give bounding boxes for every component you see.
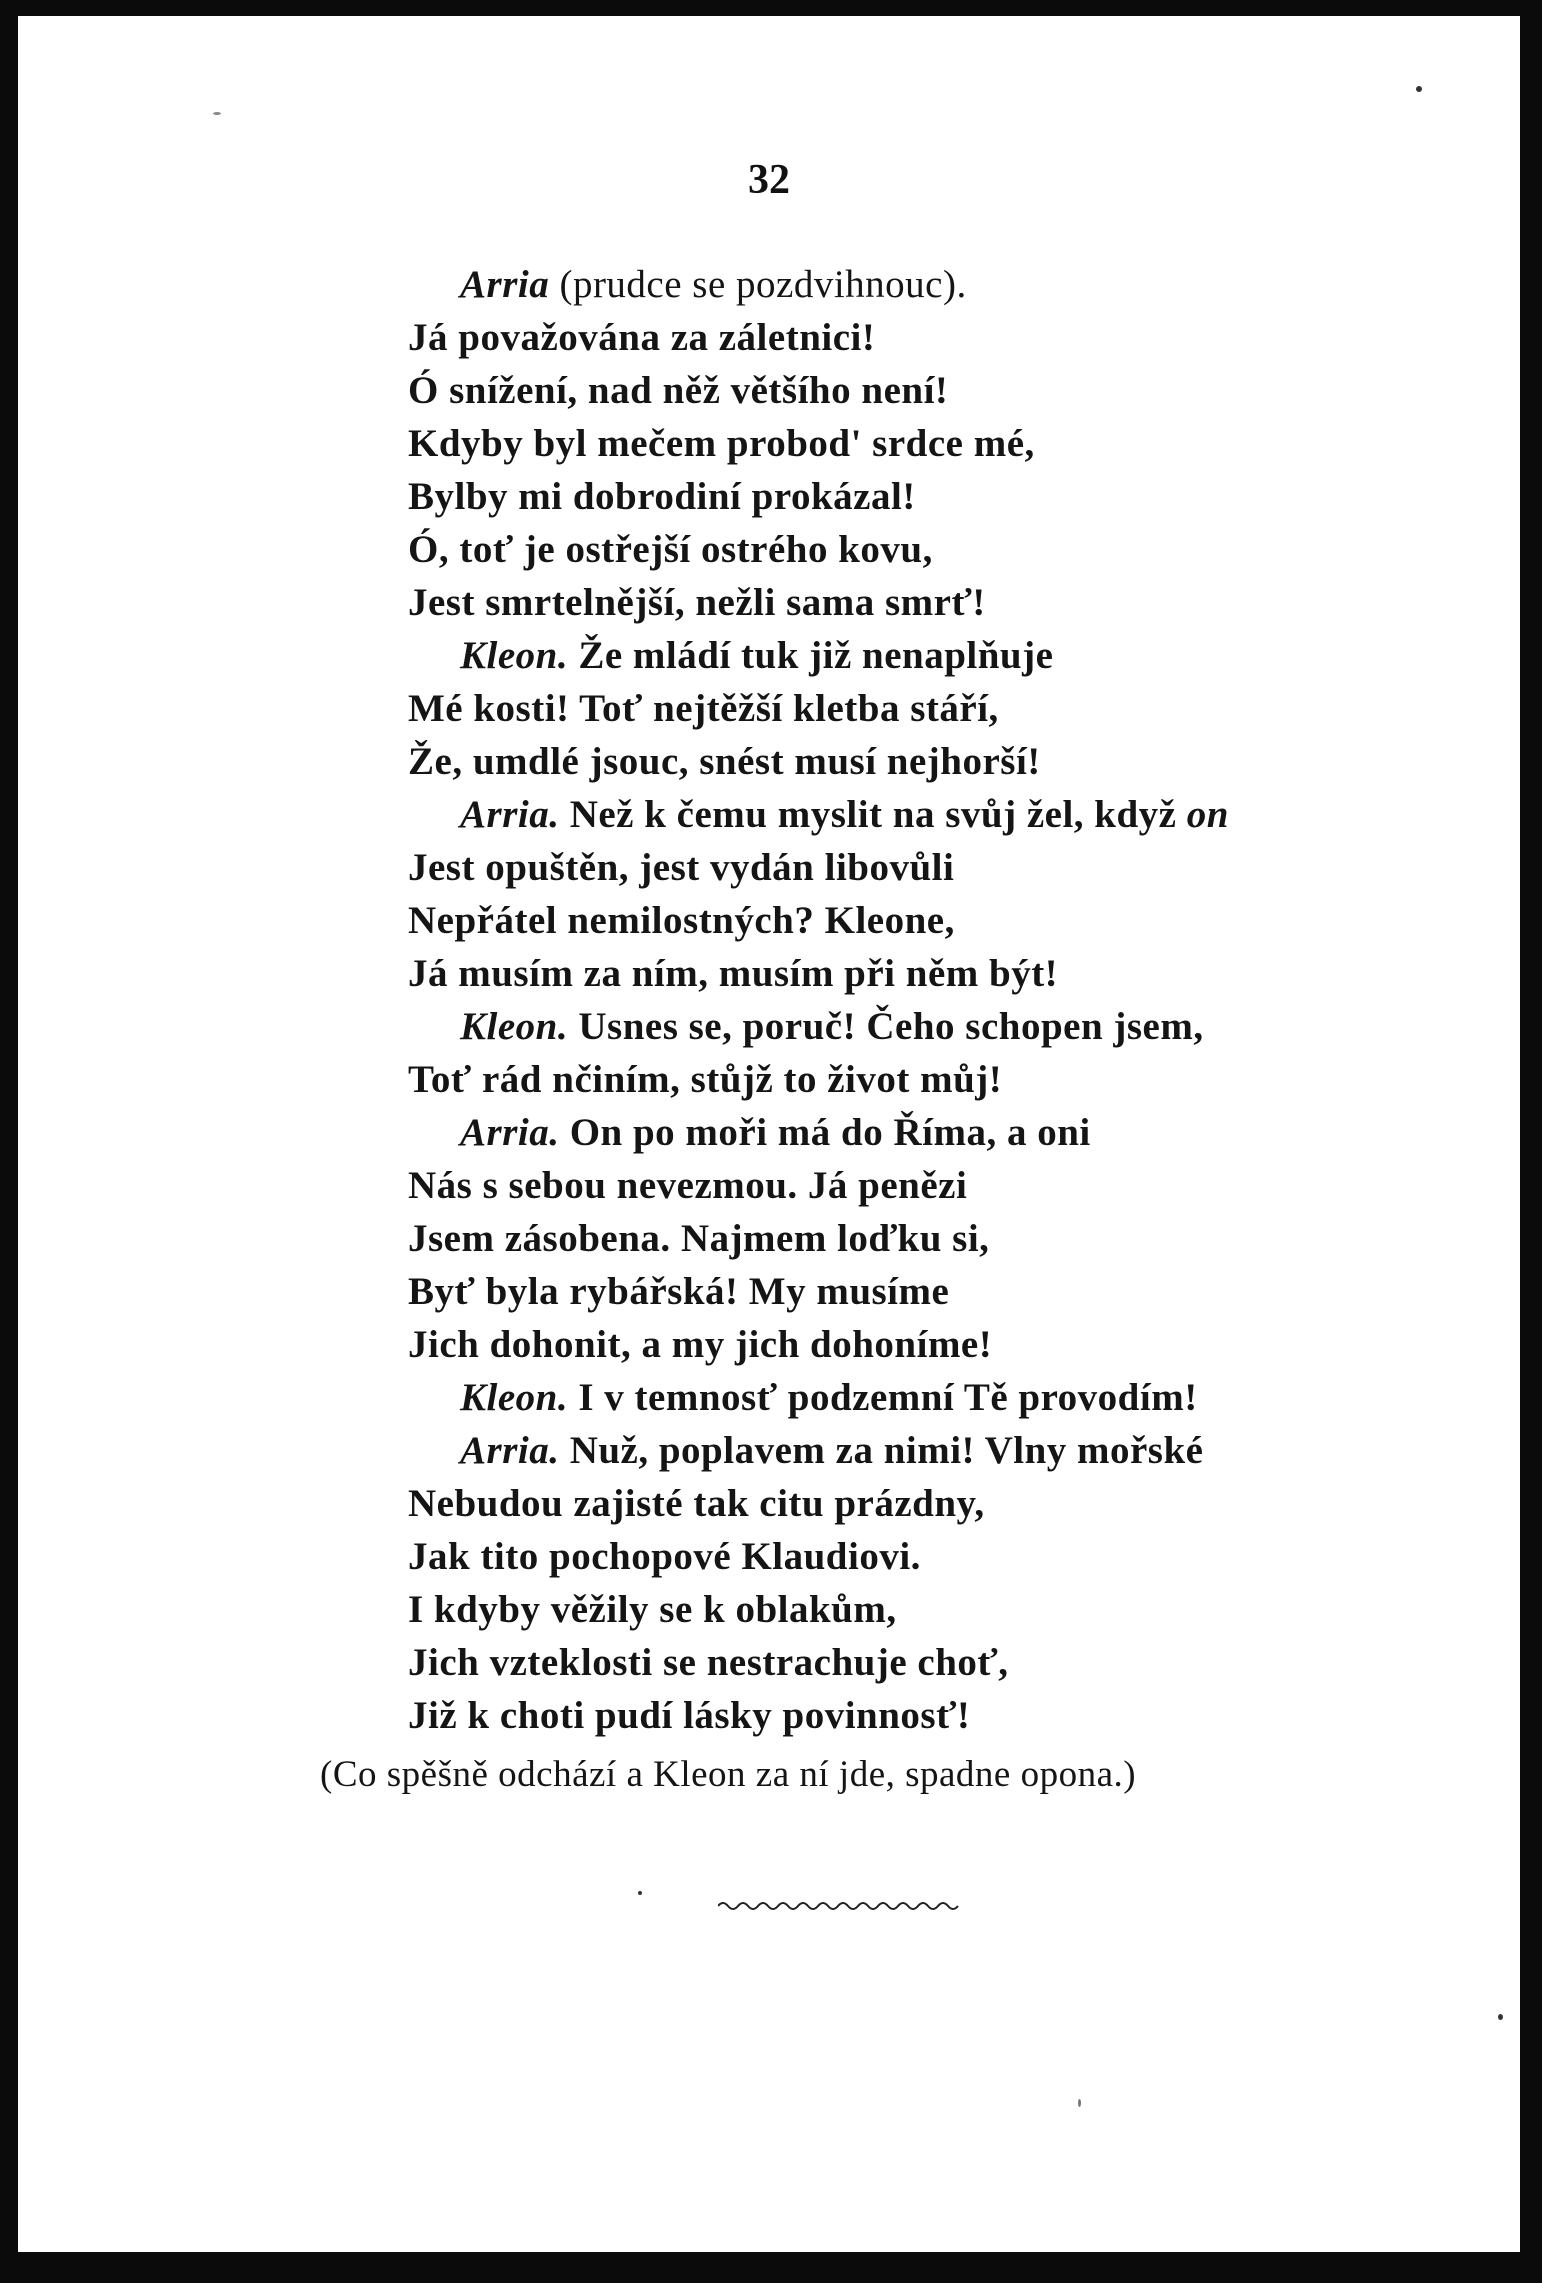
verse-line: Již k choti pudí lásky povinnosť!	[408, 1694, 971, 1737]
book-page	[18, 16, 1520, 2252]
verse-line: Já považována za záletnici!	[408, 316, 876, 359]
verse-line: Jak tito pochopové Klaudiovi.	[408, 1535, 921, 1578]
verse-line: Že, umdlé jsouc, snést musí nejhorší!	[408, 740, 1041, 783]
speaker-name: Arria	[460, 263, 550, 306]
verse-line: Ó snížení, nad něž většího není!	[408, 369, 949, 412]
speaker-name: Arria.	[460, 793, 560, 836]
verse-line	[460, 792, 1229, 838]
verse-line: Jich vzteklosti se nestrachuje choť,	[408, 1641, 1009, 1684]
speaker-name: Arria.	[460, 1429, 560, 1472]
emphasis-text: on	[1186, 793, 1229, 836]
page-number: 32	[748, 157, 790, 203]
stage-note: (prudce se pozdvihnouc).	[549, 263, 967, 306]
verse-line	[460, 633, 1053, 679]
verse-line: Bylby mi dobrodiní prokázal!	[408, 475, 916, 518]
verse-line: Jich dohonit, a my jich dohoníme!	[408, 1323, 993, 1366]
scan-speck	[638, 1891, 642, 1895]
verse-line	[460, 1428, 1204, 1474]
speaker-name: Kleon.	[460, 1005, 569, 1048]
verse-line: Jest opuštěn, jest vydán libovůli	[408, 846, 955, 889]
verse-line: Byť byla rybářská! My musíme	[408, 1270, 950, 1313]
verse-line: I kdyby věžily se k oblakům,	[408, 1588, 897, 1631]
verse-line: Nepřátel nemilostných? Kleone,	[408, 899, 955, 942]
verse-line	[460, 1110, 1091, 1156]
verse-line: Toť rád nčiním, stůjž to život můj!	[408, 1058, 1003, 1101]
verse-line: Mé kosti! Toť nejtěžší kletba stáří,	[408, 687, 999, 730]
verse-line: Já musím za ním, musím při něm být!	[408, 952, 1059, 995]
verse-line: Jsem zásobena. Najmem loďku si,	[408, 1217, 990, 1260]
stage-direction: (Co spěšně odchází a Kleon za ní jde, spadne opona.)	[320, 1754, 1137, 1795]
speaker-name: Kleon.	[460, 634, 569, 677]
verse-text: I v temnosť podzemní Tě provodím!	[568, 1376, 1198, 1419]
scan-speck	[1498, 2014, 1503, 2020]
speaker-name: Arria.	[460, 1111, 560, 1154]
speaker-name: Kleon.	[460, 1376, 569, 1419]
verse-text: Usnes se, poruč! Čeho schopen jsem,	[568, 1005, 1204, 1048]
verse-text: Nuž, poplavem za nimi! Vlny mořské	[559, 1429, 1204, 1472]
scan-speck	[1078, 2099, 1081, 2107]
wavy-rule-ornament	[718, 1900, 978, 1912]
verse-line: Kdyby byl mečem probod' srdce mé,	[408, 422, 1035, 465]
verse-line: Ó, toť je ostřejší ostrého kovu,	[408, 528, 933, 571]
verse-text: Že mládí tuk již nenaplňuje	[568, 634, 1054, 677]
verse-line: Jest smrtelnější, nežli sama smrť!	[408, 581, 986, 624]
verse-line	[460, 1375, 1198, 1421]
verse-line: Nebudou zajisté tak citu prázdny,	[408, 1482, 985, 1525]
scan-speck	[213, 112, 221, 115]
verse-line: Nás s sebou nevezmou. Já penězi	[408, 1164, 968, 1207]
verse-text: Než k čemu myslit na svůj žel, když	[559, 793, 1187, 836]
scan-speck	[1416, 86, 1422, 92]
verse-line	[460, 1004, 1204, 1050]
verse-text: On po moři má do Říma, a oni	[559, 1111, 1091, 1154]
verse-line	[460, 262, 967, 308]
